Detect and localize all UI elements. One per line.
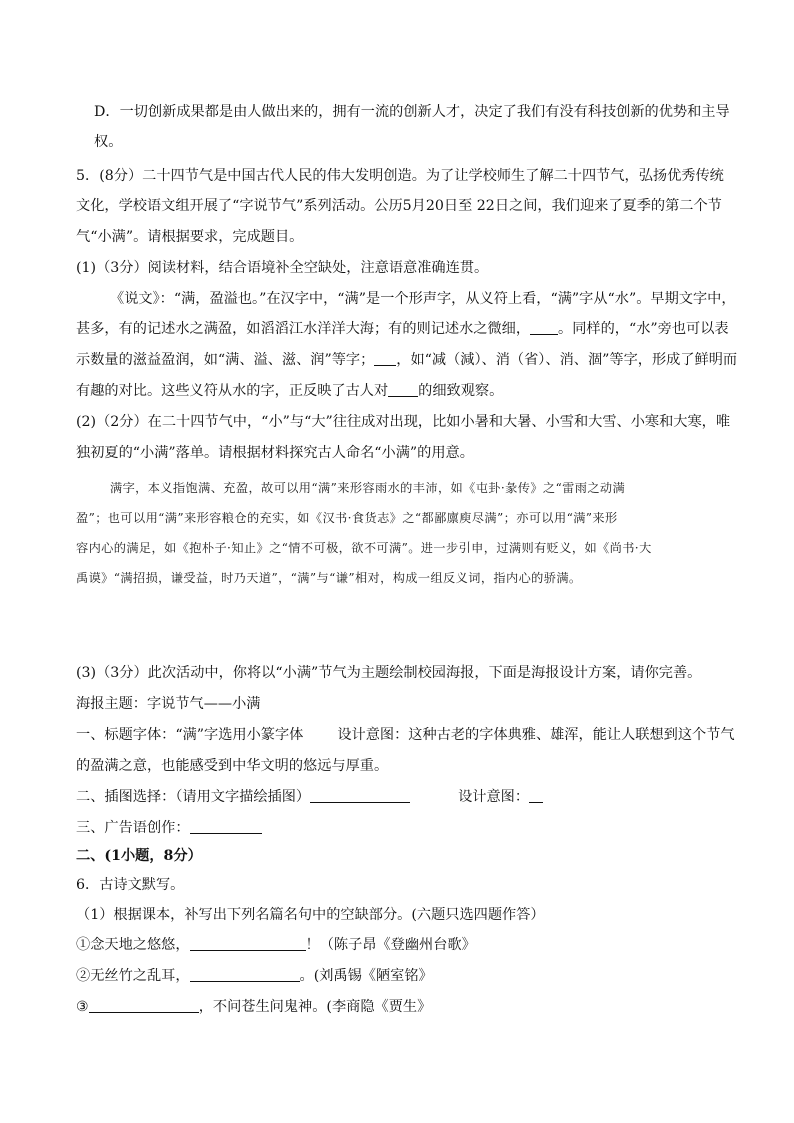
passage-line4-text: 有趣的对比。这些义符从水的字，正反映了古人对: [76, 383, 389, 399]
poem-blank-2[interactable]: [190, 967, 300, 982]
subquestion2-line1: (2)（2分）在二十四节气中，“小”与“大”往往成对出现，比如小暑和大暑、小雪和大雪、小寒和大寒，唯: [76, 414, 731, 430]
question6-title: 6．古诗文默写。: [76, 877, 185, 893]
poem-line-3: [76, 997, 431, 1017]
poster-theme: 海报主题：字说节气——小满: [76, 696, 261, 712]
illustration-intent-blank[interactable]: [529, 788, 543, 803]
poem-line-1: [76, 935, 476, 955]
passage-line2-text-end: 。同样的，“水”旁也可以表: [558, 321, 729, 337]
option-d-line1: D．一切创新成果都是由人做出来的，拥有一流的创新人才，决定了我们有没有科技创新的优势和主导: [94, 104, 730, 120]
answer-blank-1[interactable]: [530, 320, 558, 335]
poster-illustration-label: 二、插图选择：（请用文字描绘插图）: [76, 789, 311, 805]
poster-title-font-intent-cont: 的盈满之意，也能感受到中华文明的悠远与厚重。: [76, 758, 389, 774]
passage-line4: [76, 381, 503, 401]
poem-line-1-text: ①念天地之悠悠，: [76, 937, 190, 953]
poem-line-2-text: ②无丝竹之乱耳，: [76, 968, 190, 984]
poem-blank-1[interactable]: [190, 936, 306, 951]
material-line3: 容内心的满足，如《抱朴子·知止》之“情不可极，欲不可满”。进一步引申，过满则有贬义，如《尚书·大: [76, 541, 652, 555]
poster-title-font: [76, 725, 735, 745]
passage-line1: 《说文》：“满，盈溢也。”在汉字中，“满”是一个形声字，从义符上看，“满”字从“水”。早期文字中，: [110, 291, 736, 307]
poem-blank-3[interactable]: [89, 998, 199, 1013]
option-d-line2: 权。: [94, 134, 123, 150]
question5-line3: 气“小满”。请根据要求，完成题目。: [76, 229, 304, 245]
poster-title-font-label: 一、标题字体：“满”字选用小篆字体: [76, 727, 304, 743]
illustration-blank[interactable]: [310, 788, 410, 803]
poem-line-2-source: 。(刘禹锡《陋室铭》: [299, 968, 433, 984]
question5-line2: 文化，学校语文组开展了“字说节气”系列活动。公历5月20日至 22日之间，我们迎来了夏季的第二个节: [76, 198, 722, 214]
answer-blank-3[interactable]: [388, 382, 418, 397]
passage-line3: [76, 350, 737, 370]
poster-illustration: [76, 787, 543, 807]
poem-line-3-source: ，不问苍生问鬼神。(李商隐《贾生》: [198, 999, 432, 1015]
question5-line1: 5．(8分）二十四节气是中国古代人民的伟大发明创造。为了让学校师生了解二十四节气，弘扬优秀传统: [76, 168, 724, 184]
question6-prompt: （1）根据课本，补写出下列名篇名句中的空缺部分。(六题只选四题作答）: [76, 907, 545, 923]
slogan-blank[interactable]: [190, 819, 262, 834]
passage-line2-text: 甚多，有的记述水之满盈，如滔滔江水洋洋大海；有的则记述水之微细，: [76, 321, 531, 337]
material-line2: 盈”；也可以用“满”来形容粮仓的充实，如《汉书·食货志》之“都鄙廪庾尽满”；亦可以用“满”来形: [76, 511, 618, 525]
poem-line-3-marker: ③: [76, 999, 89, 1015]
poster-title-font-intent: 设计意图：这种古老的字体典雅、雄浑，能让人联想到这个节气: [337, 727, 735, 743]
poem-line-2: [76, 966, 433, 986]
poster-slogan: [76, 818, 262, 838]
illustration-intent-label: 设计意图：: [458, 789, 530, 805]
section-two-heading: 二、(1小题，8分）: [76, 848, 202, 864]
passage-line3-text: 示数量的滋益盈润，如“满、溢、滋、润”等字；: [76, 352, 375, 368]
subquestion1-prompt: (1)（3分）阅读材料，结合语境补全空缺处，注意语意准确连贯。: [76, 260, 489, 276]
passage-line2: [76, 319, 729, 339]
poem-line-1-source: ！（陈子昂《登幽州台歌》: [305, 937, 476, 953]
subquestion2-line2: 独初夏的“小满”落单。请根据材料探究古人命名“小满”的用意。: [76, 445, 474, 461]
passage-line3-text-end: ，如“减（減）、消（省）、消、涸”等字，形成了鲜明而: [396, 352, 738, 368]
passage-line4-text-end: 的细致观察。: [418, 383, 504, 399]
material-line4: 禹谟》“满招损，谦受益，时乃天道”，“满”与“谦”相对，构成一组反义词，指内心的骄满。: [76, 571, 582, 585]
subquestion3-prompt: (3)（3分）此次活动中，你将以“小满”节气为主题绘制校园海报，下面是海报设计方案，请你完善。: [76, 665, 702, 681]
answer-blank-2[interactable]: [374, 351, 396, 366]
material-line1: 满字，本义指饱满、充盈，故可以用“满”来形容雨水的丰沛，如《屯卦·彖传》之“雷雨之动满: [110, 481, 626, 495]
poster-slogan-label: 三、广告语创作：: [76, 820, 190, 836]
